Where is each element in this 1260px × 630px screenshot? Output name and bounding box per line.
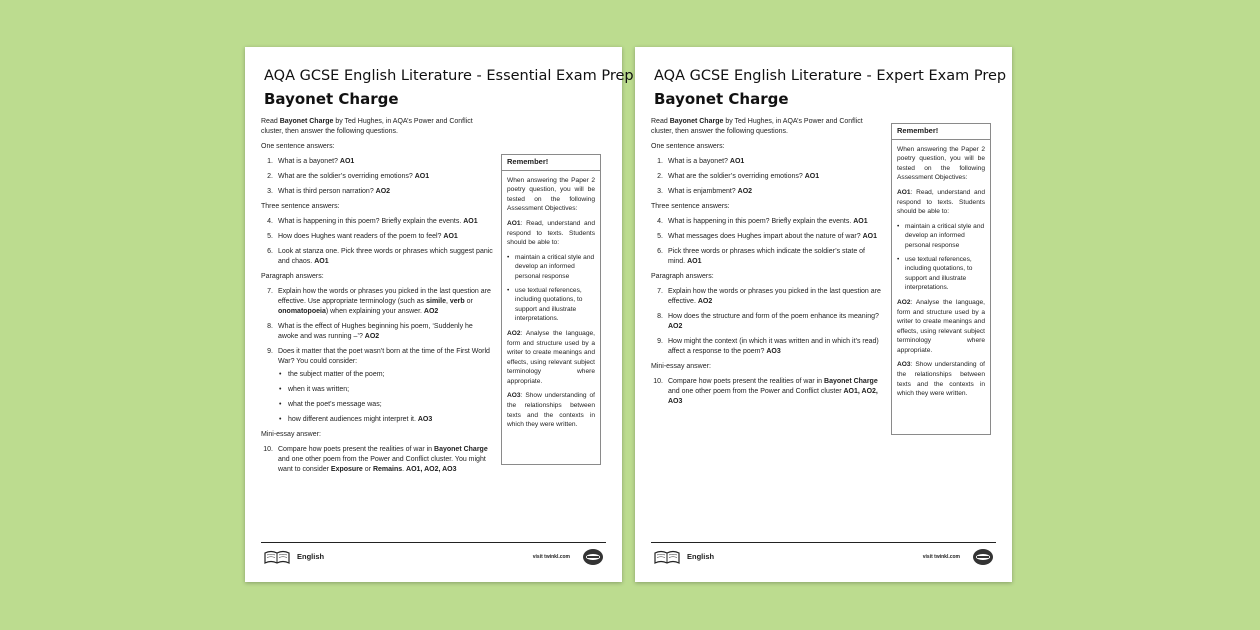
worksheet-essential [245,47,634,582]
section-label: Mini-essay answer: [261,431,321,438]
question-list [261,157,493,197]
ao1-bullet: • maintain a critical style and develop an informed personal response [507,253,595,282]
remember-intro: When answering the Paper 2 poetry question, you will be tested on the following Assessment Objectives: [897,145,985,182]
twinkl-logo-icon [972,548,994,566]
page-footer [261,542,606,571]
question-item: 3. What is enjambment? AO2 [657,188,753,195]
ao1-bullet: • use textual references, including quotations, to support and illustrate interpretations. [507,286,595,324]
ao2-description: AO2: Analyse the language, form and structure used by a writer to create meanings and effects, using relevant subject terminology where appropriate. [507,329,595,385]
consider-item: • when it was written; [278,385,493,395]
question-item: 6. Pick three words or phrases which indicate the soldier’s state of mind. AO1 [657,248,866,265]
remember-box [891,123,991,435]
questions-column [651,117,883,412]
section-label: Paragraph answers: [261,273,324,280]
ao1-bullet: • use textual references, including quotations, to support and illustrate interpretations. [897,255,985,293]
question-item: 8. What is the effect of Hughes beginning his poem, ‘Suddenly he awoke and was running –’? AO2 [267,323,473,340]
question-list [261,445,493,475]
question-list [261,217,493,267]
question-item: 10. Compare how poets present the realities of war in Bayonet Charge and one other poem from the Power and Conflict cluster. You might want to consider Exposure or Remains. AO1, AO2, AO3 [263,446,488,473]
worksheet-title: AQA GCSE English Literature - Essential Exam Prep [264,68,634,84]
question-item: 6. Look at stanza one. Pick three words or phrases which suggest panic and chaos. AO1 [267,248,493,265]
remember-title: Remember! [502,155,600,171]
page-footer [651,542,996,571]
remember-intro: When answering the Paper 2 poetry question, you will be tested on the following Assessment Objectives: [507,176,595,213]
book-icon [653,549,681,565]
section-label: Mini-essay answer: [651,363,711,370]
ao2-description: AO2: Analyse the language, form and structure used by a writer to create meanings and effects, using relevant subject terminology where appropriate. [897,298,985,354]
remember-title: Remember! [892,124,990,140]
ao3-description: AO3: Show understanding of the relationships between texts and the contexts in which they were written. [897,361,985,398]
question-list [261,287,493,425]
worksheet-title: AQA GCSE English Literature - Expert Exam Prep [654,68,1007,84]
question-item: 2. What are the soldier’s overriding emotions? AO1 [267,173,430,180]
section-label: Three sentence answers: [651,203,730,210]
question-item: 4. What is happening in this poem? Briefly explain the events. AO1 [657,218,868,225]
section-label: One sentence answers: [651,143,725,150]
worksheet-expert [635,47,1012,582]
footer-url: visit twinkl.com [922,554,960,560]
question-item: 9. Does it matter that the poet wasn’t born at the time of the First World War? You could consider: • the subject matter of the poem; • when it was written; • what the poet’s message was; • how different audiences might interpret it. AO3 [261,347,493,425]
ao1-description: AO1: Read, understand and respond to texts. Students should be able to: [507,219,595,247]
question-list [651,287,883,357]
poem-title: Bayonet Charge [654,90,789,108]
section-label: Three sentence answers: [261,203,340,210]
book-icon [263,549,291,565]
twinkl-logo-icon [582,548,604,566]
ao1-bullets [507,253,595,324]
consider-item: • what the poet’s message was; [278,400,493,410]
consider-list [278,370,493,425]
question-item: 7. Explain how the words or phrases you picked in the last question are effective. AO2 [657,288,881,305]
question-list [651,377,883,407]
question-item: 5. How does Hughes want readers of the poem to feel? AO1 [267,233,458,240]
question-item: 2. What are the soldier’s overriding emotions? AO1 [657,173,820,180]
section-label: Paragraph answers: [651,273,714,280]
question-item: 10. Compare how poets present the realities of war in Bayonet Charge and one other poem from the Power and Conflict cluster AO1, AO2, AO3 [653,378,878,405]
footer-url: visit twinkl.com [532,554,570,560]
footer-subject: English [687,552,715,561]
ao1-bullet: • maintain a critical style and develop an informed personal response [897,222,985,251]
question-item: 8. How does the structure and form of the poem enhance its meaning? AO2 [657,313,879,330]
question-item: 1. What is a bayonet? AO1 [267,158,355,165]
question-item: 5. What messages does Hughes impart about the nature of war? AO1 [657,233,877,240]
question-item: 3. What is third person narration? AO2 [267,188,391,195]
question-item: 4. What is happening in this poem? Briefly explain the events. AO1 [267,218,478,225]
ao1-description: AO1: Read, understand and respond to texts. Students should be able to: [897,188,985,216]
consider-item: • how different audiences might interpret it. AO3 [278,415,493,425]
poem-title: Bayonet Charge [264,90,399,108]
consider-item: • the subject matter of the poem; [278,370,493,380]
question-item: 9. How might the context (in which it was written and in which it’s read) affect a response to the poem? AO3 [657,338,879,355]
ao3-description: AO3: Show understanding of the relationships between texts and the contexts in which they were written. [507,392,595,429]
question-list [651,157,883,197]
ao1-bullets [897,222,985,293]
question-list [651,217,883,267]
question-item: 7. Explain how the words or phrases you picked in the last question are effective. Use appropriate terminology (such as simile, verb or onomatopoeia) when explaining your answer. AO2 [267,288,491,315]
remember-box [501,154,601,465]
question-item: 1. What is a bayonet? AO1 [657,158,745,165]
footer-subject: English [297,552,325,561]
questions-column [261,117,493,480]
section-label: One sentence answers: [261,143,335,150]
intro-text: Read Bayonet Charge by Ted Hughes, in AQA’s Power and Conflict cluster, then answer the following questions. [651,118,863,135]
intro-text: Read Bayonet Charge by Ted Hughes, in AQA’s Power and Conflict cluster, then answer the following questions. [261,118,473,135]
